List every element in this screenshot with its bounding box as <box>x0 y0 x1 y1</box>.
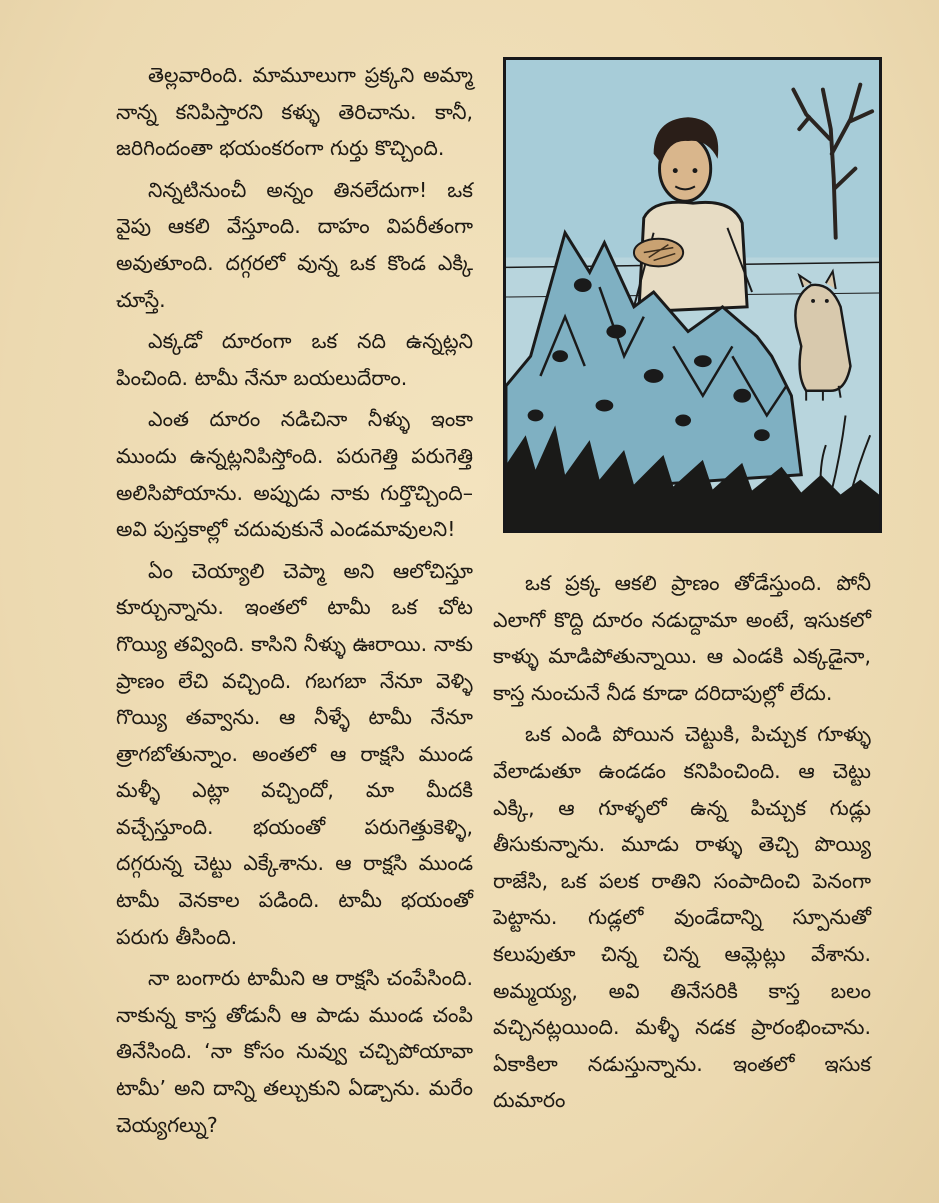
paragraph: తెల్లవారింది. మామూలుగా ప్రక్కని అమ్మా నాన్న కనిపిస్తారని కళ్ళు తెరిచాను. కానీ, జరిగిందంతా భయంకరంగా గుర్తు కొచ్చింది. <box>116 63 473 161</box>
left-text-column <box>116 57 473 1148</box>
paragraph: నా బంగారు టామీని ఆ రాక్షసి చంపేసింది. నాకున్న కాస్త తోడునీ ఆ పాడు ముండ చంపి తినేసింది. ‘నా కోసం నువ్వు చచ్చిపోయావా టామీ’ అని దాన్ని తల్చుకుని ఏడ్చాను. మరేం చెయ్యగల్ను? <box>116 966 473 1137</box>
paragraph: నిన్నటినుంచీ అన్నం తినలేదుగా! ఒక వైపు ఆకలి వేస్తూంది. దాహం విపరీతంగా అవుతూంది. దగ్గరలో వున్న ఒక కొండ ఎక్కి చూస్తే. <box>116 177 473 312</box>
boy-on-rocks-with-dog-illustration <box>506 60 879 530</box>
paragraph: ఒక ప్రక్క ఆకలి ప్రాణం తోడేస్తుంది. పోనీ ఎలాగో కొద్ది దూరం నడుద్దామా అంటే, ఇసుకలో కాళ్ళు మాడిపోతున్నాయి. ఆ ఎండకి ఎక్కడైనా, కాస్త నుంచునే నీడ కూడా దరిదాపుల్లో లేదు. <box>493 571 871 705</box>
paragraph: ఒక ఎండి పోయిన చెట్టుకి, పిచ్చుక గూళ్ళు వేలాడుతూ ఉండడం కనిపించింది. ఆ చెట్టు ఎక్కి, ఆ గూళ్ళలో ఉన్న పిచ్చుక గుడ్లు తీసుకున్నాను. మూడు రాళ్ళు తెచ్చి పొయ్యి రాజేసి, ఒక పలక రాతిని సంపాదించి పెనంగా పెట్టాను. గుడ్లలో వుండేదాన్ని స్పూనుతో కలుపుతూ చిన్న చిన్న ఆమ్లెట్లు వేశాను. అమ్మయ్య, అవి తినేసరికి కాస్త బలం వచ్చినట్లయింది. మళ్ళీ నడక ప్రారంభించాను. ఏకాకిలా నడుస్తున్నాను. ఇంతలో ఇసుక దుమారం <box>493 722 871 1113</box>
right-text-column <box>493 565 871 1124</box>
paragraph: ఎక్కడో దూరంగా ఒక నది ఉన్నట్లని పించింది. టామీ నేనూ బయలుదేరాం. <box>116 329 473 390</box>
paragraph: ఎంత దూరం నడిచినా నీళ్ళు ఇంకా ముందు ఉన్నట్లనిపిస్తోంది. పరుగెత్తి పరుగెత్తి అలిసిపోయాను. అప్పుడు నాకు గుర్తొచ్చింది–అవి పుస్తకాల్లో చదువుకునే ఎండమావులని! <box>116 407 473 542</box>
paragraph: ఏం చెయ్యాలి చెప్మా అని ఆలోచిస్తూ కూర్చున్నాను. ఇంతలో టామీ ఒక చోట గొయ్యి తవ్వింది. కాసిని నీళ్ళు ఊరాయి. నాకు ప్రాణం లేచి వచ్చింది. గబగబా నేనూ వెళ్ళి గొయ్యి తవ్వాను. ఆ నీళ్ళే టామీ నేనూ త్రాగబోతున్నాం. అంతలో ఆ రాక్షసి ముండ మళ్ళీ ఎట్లా వచ్చిందో, మా మీదకి వచ్చేస్తూంది. భయంతో పరుగెత్తుకెళ్ళి, దగ్గరున్న చెట్టు ఎక్కేశాను. ఆ రాక్షసి ముండ టామీ వెనకాల పడింది. టామీ భయంతో పరుగు తీసింది. <box>116 558 473 949</box>
story-illustration <box>503 57 882 533</box>
